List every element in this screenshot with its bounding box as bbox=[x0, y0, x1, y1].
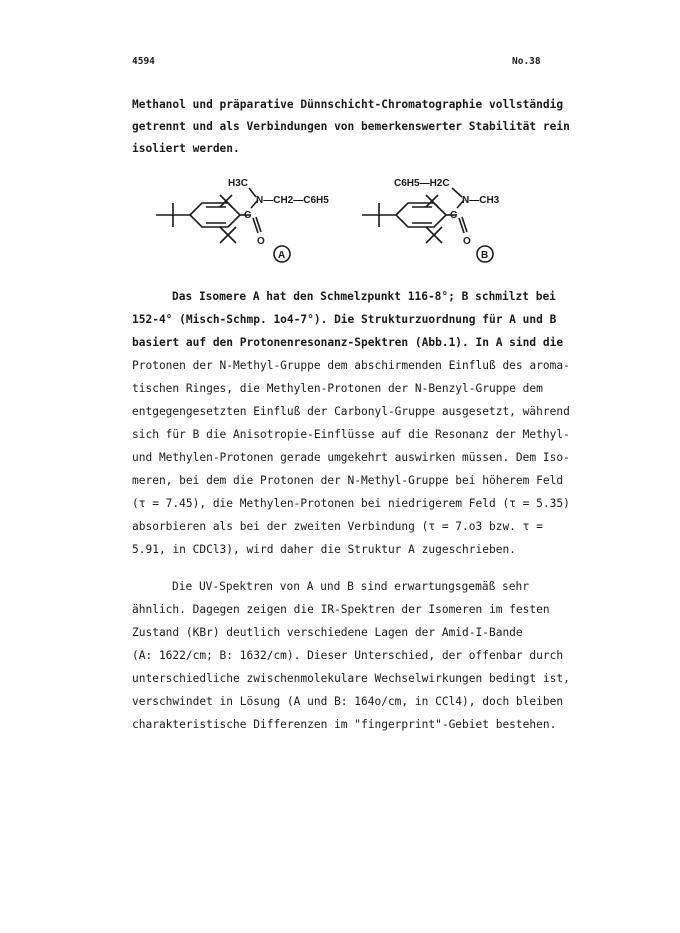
chemical-structures bbox=[150, 158, 570, 270]
page-number: 4594 bbox=[132, 56, 155, 67]
para1-line: tischen Ringes, die Methylen-Protonen der N-Benzyl-Gruppe dem bbox=[132, 382, 543, 395]
struct-a-c: C bbox=[244, 210, 252, 221]
para2-line: (A: 1622/cm; B: 1632/cm). Dieser Unterschied, der offenbar durch bbox=[132, 649, 564, 662]
struct-b-n-ch3: N—CH3 bbox=[462, 195, 500, 206]
struct-b-o: O bbox=[463, 236, 471, 247]
struct-b-circle-label: B bbox=[481, 250, 489, 261]
para2-line: verschwindet in Lösung (A und B: 164o/cm, in CCl4), doch bleiben bbox=[132, 695, 564, 708]
para2-line: charakteristische Differenzen im "fingerprint"-Gebiet bestehen. bbox=[132, 718, 557, 731]
para1-line: basiert auf den Protonenresonanz-Spektren (Abb.1). In A sind die bbox=[132, 336, 564, 349]
struct-a-h3c: H3C bbox=[228, 178, 249, 189]
para1-line: 5.91, in CDCl3), wird daher die Struktur A zugeschrieben. bbox=[132, 543, 516, 556]
para1-line: sich für B die Anisotropie-Einflüsse auf die Resonanz der Methyl- bbox=[132, 428, 570, 441]
issue-number: No.38 bbox=[512, 56, 541, 67]
para2-line: Die UV-Spektren von A und B sind erwartungsgemäß sehr bbox=[172, 580, 529, 593]
para2-line: unterschiedliche zwischenmolekulare Wechselwirkungen bedingt ist, bbox=[132, 672, 570, 685]
intro-line-2: getrennt und als Verbindungen von bemerkenswerter Stabilität rein bbox=[132, 120, 570, 133]
para1-line: 152-4° (Misch-Schmp. 1o4-7°). Die Strukturzuordnung für A und B bbox=[132, 313, 557, 326]
structure-a-labels bbox=[228, 178, 329, 261]
struct-a-o: O bbox=[257, 236, 265, 247]
para2-line: Zustand (KBr) deutlich verschiedene Lagen der Amid-I-Bande bbox=[132, 626, 523, 639]
para1-line: Das Isomere A hat den Schmelzpunkt 116-8°; B schmilzt bei bbox=[172, 290, 556, 303]
struct-b-c: C bbox=[450, 210, 458, 221]
struct-a-circle-label: A bbox=[278, 250, 286, 261]
para1-line: Protonen der N-Methyl-Gruppe dem abschirmenden Einfluß des aroma- bbox=[132, 359, 570, 372]
structure-b-labels bbox=[394, 178, 500, 261]
para1-line: und Methylen-Protonen gerade umgekehrt auswirken müssen. Dem Iso- bbox=[132, 451, 570, 464]
para1-line: entgegengesetzten Einfluß der Carbonyl-Gruppe ausgesetzt, während bbox=[132, 405, 570, 418]
para1-line: (τ = 7.45), die Methylen-Protonen bei niedrigerem Feld (τ = 5.35) bbox=[132, 497, 570, 510]
intro-line-3: isoliert werden. bbox=[132, 142, 240, 155]
para1-line: meren, bei dem die Protonen der N-Methyl-Gruppe bei höherem Feld bbox=[132, 474, 564, 487]
struct-b-c6h5-h2c: C6H5—H2C bbox=[394, 178, 450, 189]
intro-line-1: Methanol und präparative Dünnschicht-Chromatographie vollständig bbox=[132, 98, 564, 111]
para2-line: ähnlich. Dagegen zeigen die IR-Spektren der Isomeren im festen bbox=[132, 603, 550, 616]
struct-a-n-chain: N—CH2—C6H5 bbox=[256, 195, 329, 206]
para1-line: absorbieren als bei der zweiten Verbindung (τ = 7.o3 bzw. τ = bbox=[132, 520, 543, 533]
